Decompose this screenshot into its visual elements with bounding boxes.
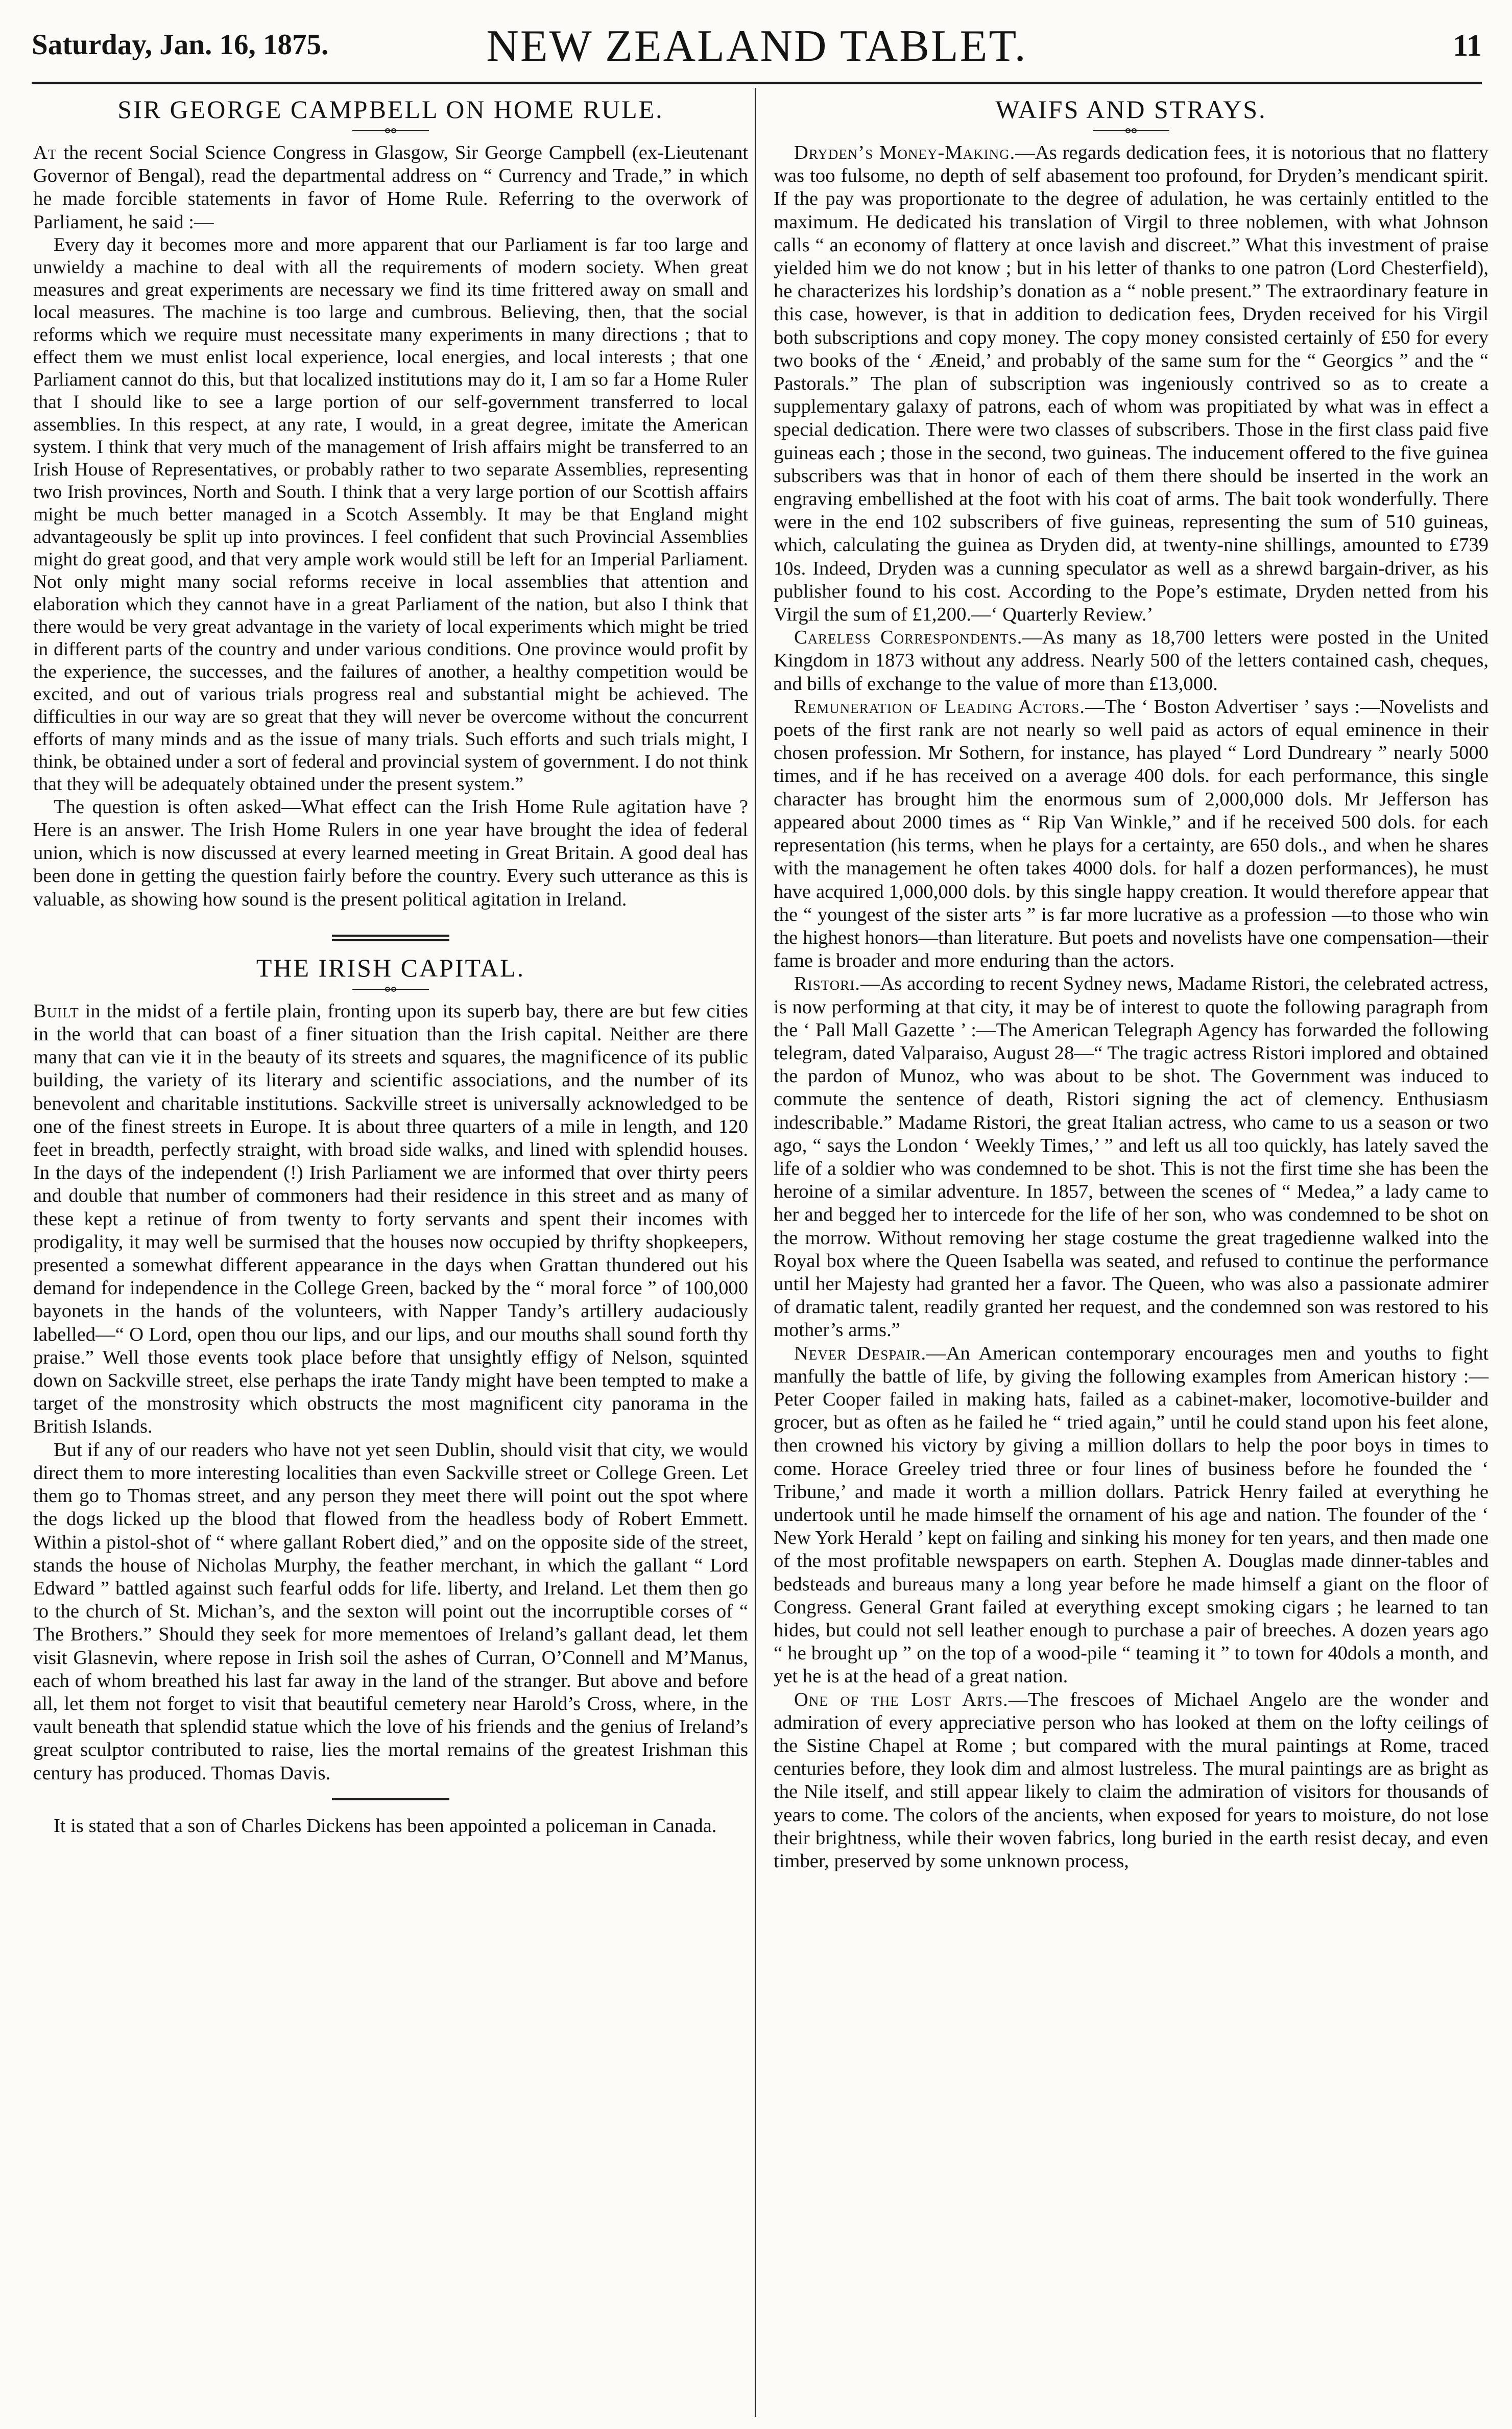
- item-text: —The ‘ Boston Advertiser ’ says :—Novelists and poets of the first rank are not nearly so well paid as actors of equal eminence in their chosen profession. Mr Sothern, for instance, has played “ Lord Dundreary ” nearly 5000 times, and if he has received on a average 400 dols. for each performance, this single character has brought him the enormous sum of 2,000,000 dols. Mr Jefferson has appeared about 2000 times as “ Rip Van Winkle,” and if he received 500 dols. for each representation (his terms, when he plays for a certainty, are 650 dols., and when he shares with the management he often takes 4000 dols. for half a dozen performances), he must have acquired 1,000,000 dols. by this single happy creation. It would therefore appear that the “ youngest of the sister arts ” is far more lucrative as a profession —to those who win the highest honors—than literature. But poets and novelists have one compensation—their fame is broader and more enduring than the actors.: [774, 696, 1489, 972]
- waifs-item: [774, 1342, 1489, 1688]
- item-lead: One of the Lost Arts.: [794, 1688, 1009, 1710]
- item-text: —As many as 18,700 letters were posted in the United Kingdom in 1873 without any address. Nearly 500 of the letters contained cash, cheques, and bills of exchange to the value of more than £13,000.: [774, 627, 1489, 695]
- article-heading-home-rule: SIR GEORGE CAMPBELL ON HOME RULE.: [117, 95, 664, 124]
- left-column: [33, 89, 748, 1838]
- item-text: —As according to recent Sydney news, Madame Ristori, the celebrated actress, is now performing at that city, it may be of interest to quote the following paragraph from the ‘ Pall Mall Gazette ’ :—The American Telegraph Agency has forwarded the following telegram, dated Valparaiso, August 28—“ The tragic actress Ristori implored and obtained the pardon of Munoz, who was about to be shot. The Government was induced to commute the sentence of death, Ristori signing the act of clemency. Enthusiasm indescribable.” Madame Ristori, the great Italian actress, who came to us a season or two ago, “ says the London ‘ Weekly Times,’ ” and left us all too quickly, has lately saved the life of a soldier who was condemned to be shot. This is not the first time she has been the heroine of a similar adventure. In 1857, between the scenes of “ Medea,” a lady came to her and begged her to intercede for the life of her son, who was condemned to be shot on the morrow. Without removing her stage costume the great tragedienne walked into the Royal box where the Queen Isabella was seated, and refused to continue the performance until her Majesty had granted her a favor. The Queen, who was also a passionate admirer of dramatic talent, readily granted her request, and the condemned son was restored to his mother’s arms.”: [774, 973, 1489, 1341]
- paragraph-text: the recent Social Science Congress in Glasgow, Sir George Campbell (ex-Lieutenant Governor of Bengal), read the departmental address on “ Currency and Trade,” in which he made forcible statements in favor of Home Rule. Referring to the overwork of Parliament, he said :—: [33, 142, 748, 233]
- section-double-rule: [332, 935, 449, 942]
- article-paragraph: Every day it becomes more and more apparent that our Parliament is far too large and unwieldy a machine to deal with all the requirements of modern society. When great measures and great experiments are necessary we find its time frittered away on small and local measures. The machine is too large and cumbrous. Believing, then, that the social reforms which we require must necessitate many experiments in many directions ; that to effect them we must enlist local experience, local energies, and local interests ; that one Parliament cannot do this, but that localized institutions may do it, I am so far a Home Ruler that I should like to see a large portion of our self-government transferred to local assemblies. In this respect, at any rate, I would, in a great degree, imitate the American system. I think that very much of the management of Irish affairs might be transferred to an Irish House of Representatives, or probably rather to two separate Assemblies, representing two Irish provinces, North and South. I think that a very large portion of our Scottish affairs might be much better managed in a Scotch Assembly. It may be that England might advantageously be split up into provinces. I feel confident that such Provincial Assemblies might do great good, and that very ample work would still be left for an Imperial Parliament. Not only might many social reforms receive in local assemblies that attention and elaboration which they cannot have in a great Parliament of the nation, but also I think that there would be very great advantage in the variety of local experiments which might be tried in different parts of the country and under various conditions. One province would profit by the experience, the successes, and the failures of another, a healthy competition would be excited, and out of various trials progress real and substantial might be achieved. The difficulties in our way are so great that they will never be overcome without the concurrent efforts of many minds and as the issue of many trials. Such efforts and such trials might, I think, be obtained under a sort of federal and provincial system of government. I do not think that they will be adequately obtained under the present system.”: [33, 234, 748, 795]
- ornament-divider: [352, 127, 429, 134]
- item-text: —The frescoes of Michael Angelo are the wonder and admiration of every appreciative person who has looked at them on the lofty ceilings of the Sistine Chapel at Rome ; but compared with the mural paintings at Rome, traced centuries before, they look dim and almost lustreless. The mural paintings are as bright as the Nile itself, and still appear likely to claim the admiration of visitors for thousands of years to come. The colors of the ancients, when exposed for years to moisture, do not lose their brightness, while their woven fabrics, long buried in the earth resist decay, and even timber, preserved by some unknown process,: [774, 1688, 1489, 1872]
- article-heading-irish-capital: THE IRISH CAPITAL.: [256, 953, 525, 982]
- masthead: [32, 0, 1482, 77]
- article-heading-waifs: WAIFS AND STRAYS.: [995, 95, 1267, 124]
- item-text: —An American contemporary encourages men and youths to fight manfully the battle of life, by giving the following examples from American history :—Peter Cooper failed in making hats, failed as a cabinet-maker, locomotive-builder and grocer, but as often as he failed he “ tried again,” until he could stand upon his feet alone, then crowned his victory by giving a million dollars to help the poor boys in times to come. Horace Greeley tried three or four lines of business before he founded the ‘ Tribune,’ and made it worth a million dollars. Patrick Henry failed at everything he undertook until he made himself the ornament of his age and nation. The founder of the ‘ New York Herald ’ kept on failing and sinking his money for ten years, and then made one of the most profitable newspapers on earth. Stephen A. Douglas made dinner-tables and bedsteads and bureaus many a long year before he made himself a giant on the floor of Congress. General Grant failed at everything except smoking cigars ; he learned to tan hides, but could not sell leather enough to purchase a pair of breeches. A dozen years ago “ he brought up ” on the top of a wood-pile “ teaming it ” to town for 40dols a month, and yet he is at the head of a great nation.: [774, 1342, 1489, 1687]
- waifs-item: [774, 141, 1489, 626]
- issue-date: Saturday, Jan. 16, 1875.: [32, 29, 329, 61]
- item-lead: Ristori.: [794, 973, 860, 995]
- drop-word: At: [33, 142, 57, 163]
- page-number: 11: [1453, 29, 1482, 62]
- newspaper-title: NEW ZEALAND TABLET.: [486, 21, 1027, 71]
- section-rule: [332, 1798, 449, 1800]
- article-paragraph: [33, 141, 748, 234]
- item-lead: Never Despair.: [794, 1342, 927, 1364]
- item-lead: Dryden’s Money-Making.: [794, 142, 1016, 163]
- article-paragraph: But if any of our readers who have not yet seen Dublin, should visit that city, we would direct them to more interesting localities than even Sackville street or College Green. Let them go to Thomas street, and any person they meet there will point out the spot where the dogs licked up the blood that flowed from the headless body of Robert Emmett. Within a pistol-shot of “ where gallant Robert died,” and on the opposite side of the street, stands the house of Nicholas Murphy, the feather merchant, in which the gallant “ Lord Edward ” battled against such fearful odds for life. liberty, and Ireland. Let them then go to the church of St. Michan’s, and the sexton will point out the incorruptible corses of “ The Brothers.” Should they seek for more mementoes of Ireland’s gallant dead, let them visit Glasnevin, where repose in Irish soil the ashes of Curran, O’Connell and M’Manus, each of whom breathed his last far away in the land of the stranger. But above and before all, let them not forget to visit that beautiful cemetery near Harold’s Cross, where, in the vault beneath that splendid statue which the love of his friends and the genius of Ireland’s great sculptor contributed to raise, lies the mortal remains of the greatest Irishman this century has produced. Thomas Davis.: [33, 1439, 748, 1784]
- article-paragraph: It is stated that a son of Charles Dickens has been appointed a policeman in Canada.: [54, 1815, 717, 1837]
- paragraph-text: in the midst of a fertile plain, fronting upon its superb bay, there are but few cities in the world that can boast of a finer situation than the Irish capital. Neither are there many that can vie it in the beauty of its streets and squares, the magnificence of its public building, the variety of its literary and scientific associations, and the number of its benevolent and charitable institutions. Sackville street is universally acknowledged to be one of the finest streets in Europe. It is about three quarters of a mile in length, and 120 feet in breadth, perfectly straight, with broad side walks, and lined with splendid houses. In the days of the independent (!) Irish Parliament we are informed that over thirty peers and double that number of commoners had their residence in this street and as many of these kept a retinue of from twenty to forty servants and spent their incomes with prodigality, it may well be surmised that the houses now occupied by thrifty shopkeepers, presented a somewhat different appearance in the days when Grattan thundered out his demand for independence in the College Green, backed by the “ moral force ” of 100,000 bayonets in the hands of the volunteers, with Napper Tandy’s artillery audaciously labelled—“ O Lord, open thou our lips, and our lips, and our mouths shall sound forth thy praise.” Well those events took place before that unsightly effigy of Nelson, squinted down on Sackville street, else perhaps the irate Tandy might have been tempted to make a target of the monstrosity which obstructs the most magnificent city panorama in the British Islands.: [33, 1000, 748, 1438]
- waifs-item: [774, 1688, 1489, 1873]
- drop-word: Built: [33, 1000, 79, 1022]
- header-rule: [32, 82, 1482, 84]
- article-paragraph: [33, 1000, 748, 1439]
- ornament-divider: [352, 986, 429, 993]
- item-text: —As regards dedication fees, it is notorious that no flattery was too fulsome, no depth of self abasement too profound, for Dryden’s mendicant spirit. If the pay was proportionate to the degree of adulation, he was certainly entitled to the maximum. He dedicated his translation of Virgil to three noblemen, with what Johnson calls “ an economy of flattery at once lavish and discreet.” What this investment of praise yielded him we do not know ; but in his letter of thanks to one patron (Lord Chesterfield), he characterizes his lordship’s donation as a “ noble present.” The extraordinary feature in this case, however, is that in addition to dedication fees, Dryden received for his Virgil both subscriptions and copy money. The copy money consisted certainly of £50 for every two books of the ‘ Æneid,’ and probably of the same sum for the “ Georgics ” and the “ Pastorals.” The plan of subscription was ingeniously contrived so as to create a supplementary galaxy of patrons, each of whom was propitiated by what was in effect a special dedication. There were two classes of subscribers. Those in the first class paid five guineas each ; those in the second, two guineas. The inducement offered to the five guinea subscribers was that in honor of each of them there should be inserted in the work an engraving embellished at the foot with his coat of arms. The bait took wonderfully. There were in the end 102 subscribers of five guineas, representing the sum of 510 guineas, which, calculating the guinea as Dryden did, at twenty-nine shillings, amounted to £739 10s. Indeed, Dryden was a cunning speculator as well as a shrewd bargain-driver, as his publisher found to his cost. According to the Pope’s estimate, Dryden netted from his Virgil the sum of £1,200.—‘ Quarterly Review.’: [774, 142, 1489, 626]
- waifs-item: [774, 626, 1489, 696]
- waifs-item: [774, 972, 1489, 1342]
- column-divider: [755, 88, 756, 2417]
- article-paragraph: The question is often asked—What effect can the Irish Home Rule agitation have ? Here is an answer. The Irish Home Rulers in one year have brought the idea of federal union, which is now discussed at every learned meeting in Great Britain. A good deal has been done in getting the question fairly before the country. Every such utterance as this is valuable, as showing how sound is the present political agitation in Ireland.: [33, 796, 748, 910]
- item-lead: Careless Correspondents.: [794, 627, 1023, 649]
- item-lead: Remuneration of Leading Actors.: [794, 696, 1086, 718]
- ornament-divider: [1093, 127, 1169, 134]
- right-column: [774, 89, 1489, 1873]
- waifs-item: [774, 696, 1489, 972]
